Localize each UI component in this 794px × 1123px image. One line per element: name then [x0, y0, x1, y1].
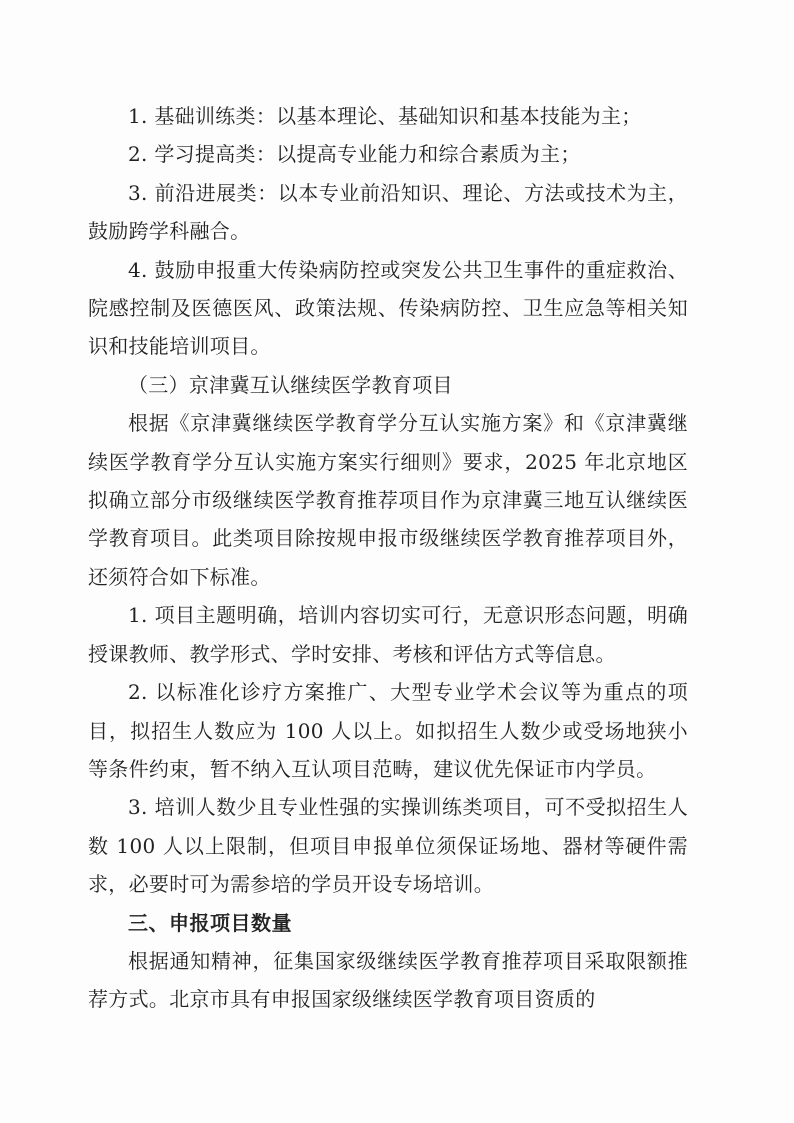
criteria-item-1: 1. 项目主题明确，培训内容切实可行，无意识形态问题，明确授课教师、教学形式、学时安排、考核和评估方式等信息。 — [88, 603, 688, 666]
subsection-heading: （三）京津冀互认继续医学教育项目 — [128, 372, 453, 397]
closing-paragraph: 根据通知精神，征集国家级继续医学教育推荐项目采取限额推荐方式。北京市具有申报国家级继续医学教育项目资质的 — [88, 948, 688, 1012]
list-item-basic-training: 1. 基础训练类：以基本理论、基础知识和基本技能为主； — [128, 104, 642, 128]
criteria-item-3: 3. 培训人数少且专业性强的实操训练类项目，可不受拟招生人数 100 人以上限制，但项目申报单位须保证场地、器材等硬件需求，必要时可为需参培的学员开设专场培训。 — [88, 795, 688, 897]
section-heading: 三、申报项目数量 — [128, 910, 292, 935]
list-item-frontier-progress: 3. 前沿进展类：以本专业前沿知识、理论、方法或技术为主，鼓励跨学科融合。 — [88, 180, 688, 244]
document-body — [88, 97, 688, 1019]
list-item-encouraged-projects: 4. 鼓励申报重大传染病防控或突发公共卫生事件的重症救治、院感控制及医德医风、政策法规、传染病防控、卫生应急等相关知识和技能培训项目。 — [88, 257, 688, 359]
list-item-study-improvement: 2. 学习提高类：以提高专业能力和综合素质为主； — [128, 142, 581, 167]
criteria-item-2: 2. 以标准化诊疗方案推广、大型专业学术会议等为重点的项目，拟招生人数应为 100 人以上。如拟招生人数少或受场地狭小等条件约束，暂不纳入互认项目范畴，建议优先保证市内学员。 — [88, 680, 688, 781]
paragraph-mutual-recognition: 根据《京津冀继续医学教育学分互认实施方案》和《京津冀继续医学教育学分互认实施方案实行细则》要求，2025 年北京地区拟确立部分市级继续医学教育推荐项目作为京津冀三地互认继续医学教育项目。此类项目除按规申报市级继续医学教育推荐项目外，还须符合如下标准。 — [88, 411, 688, 589]
